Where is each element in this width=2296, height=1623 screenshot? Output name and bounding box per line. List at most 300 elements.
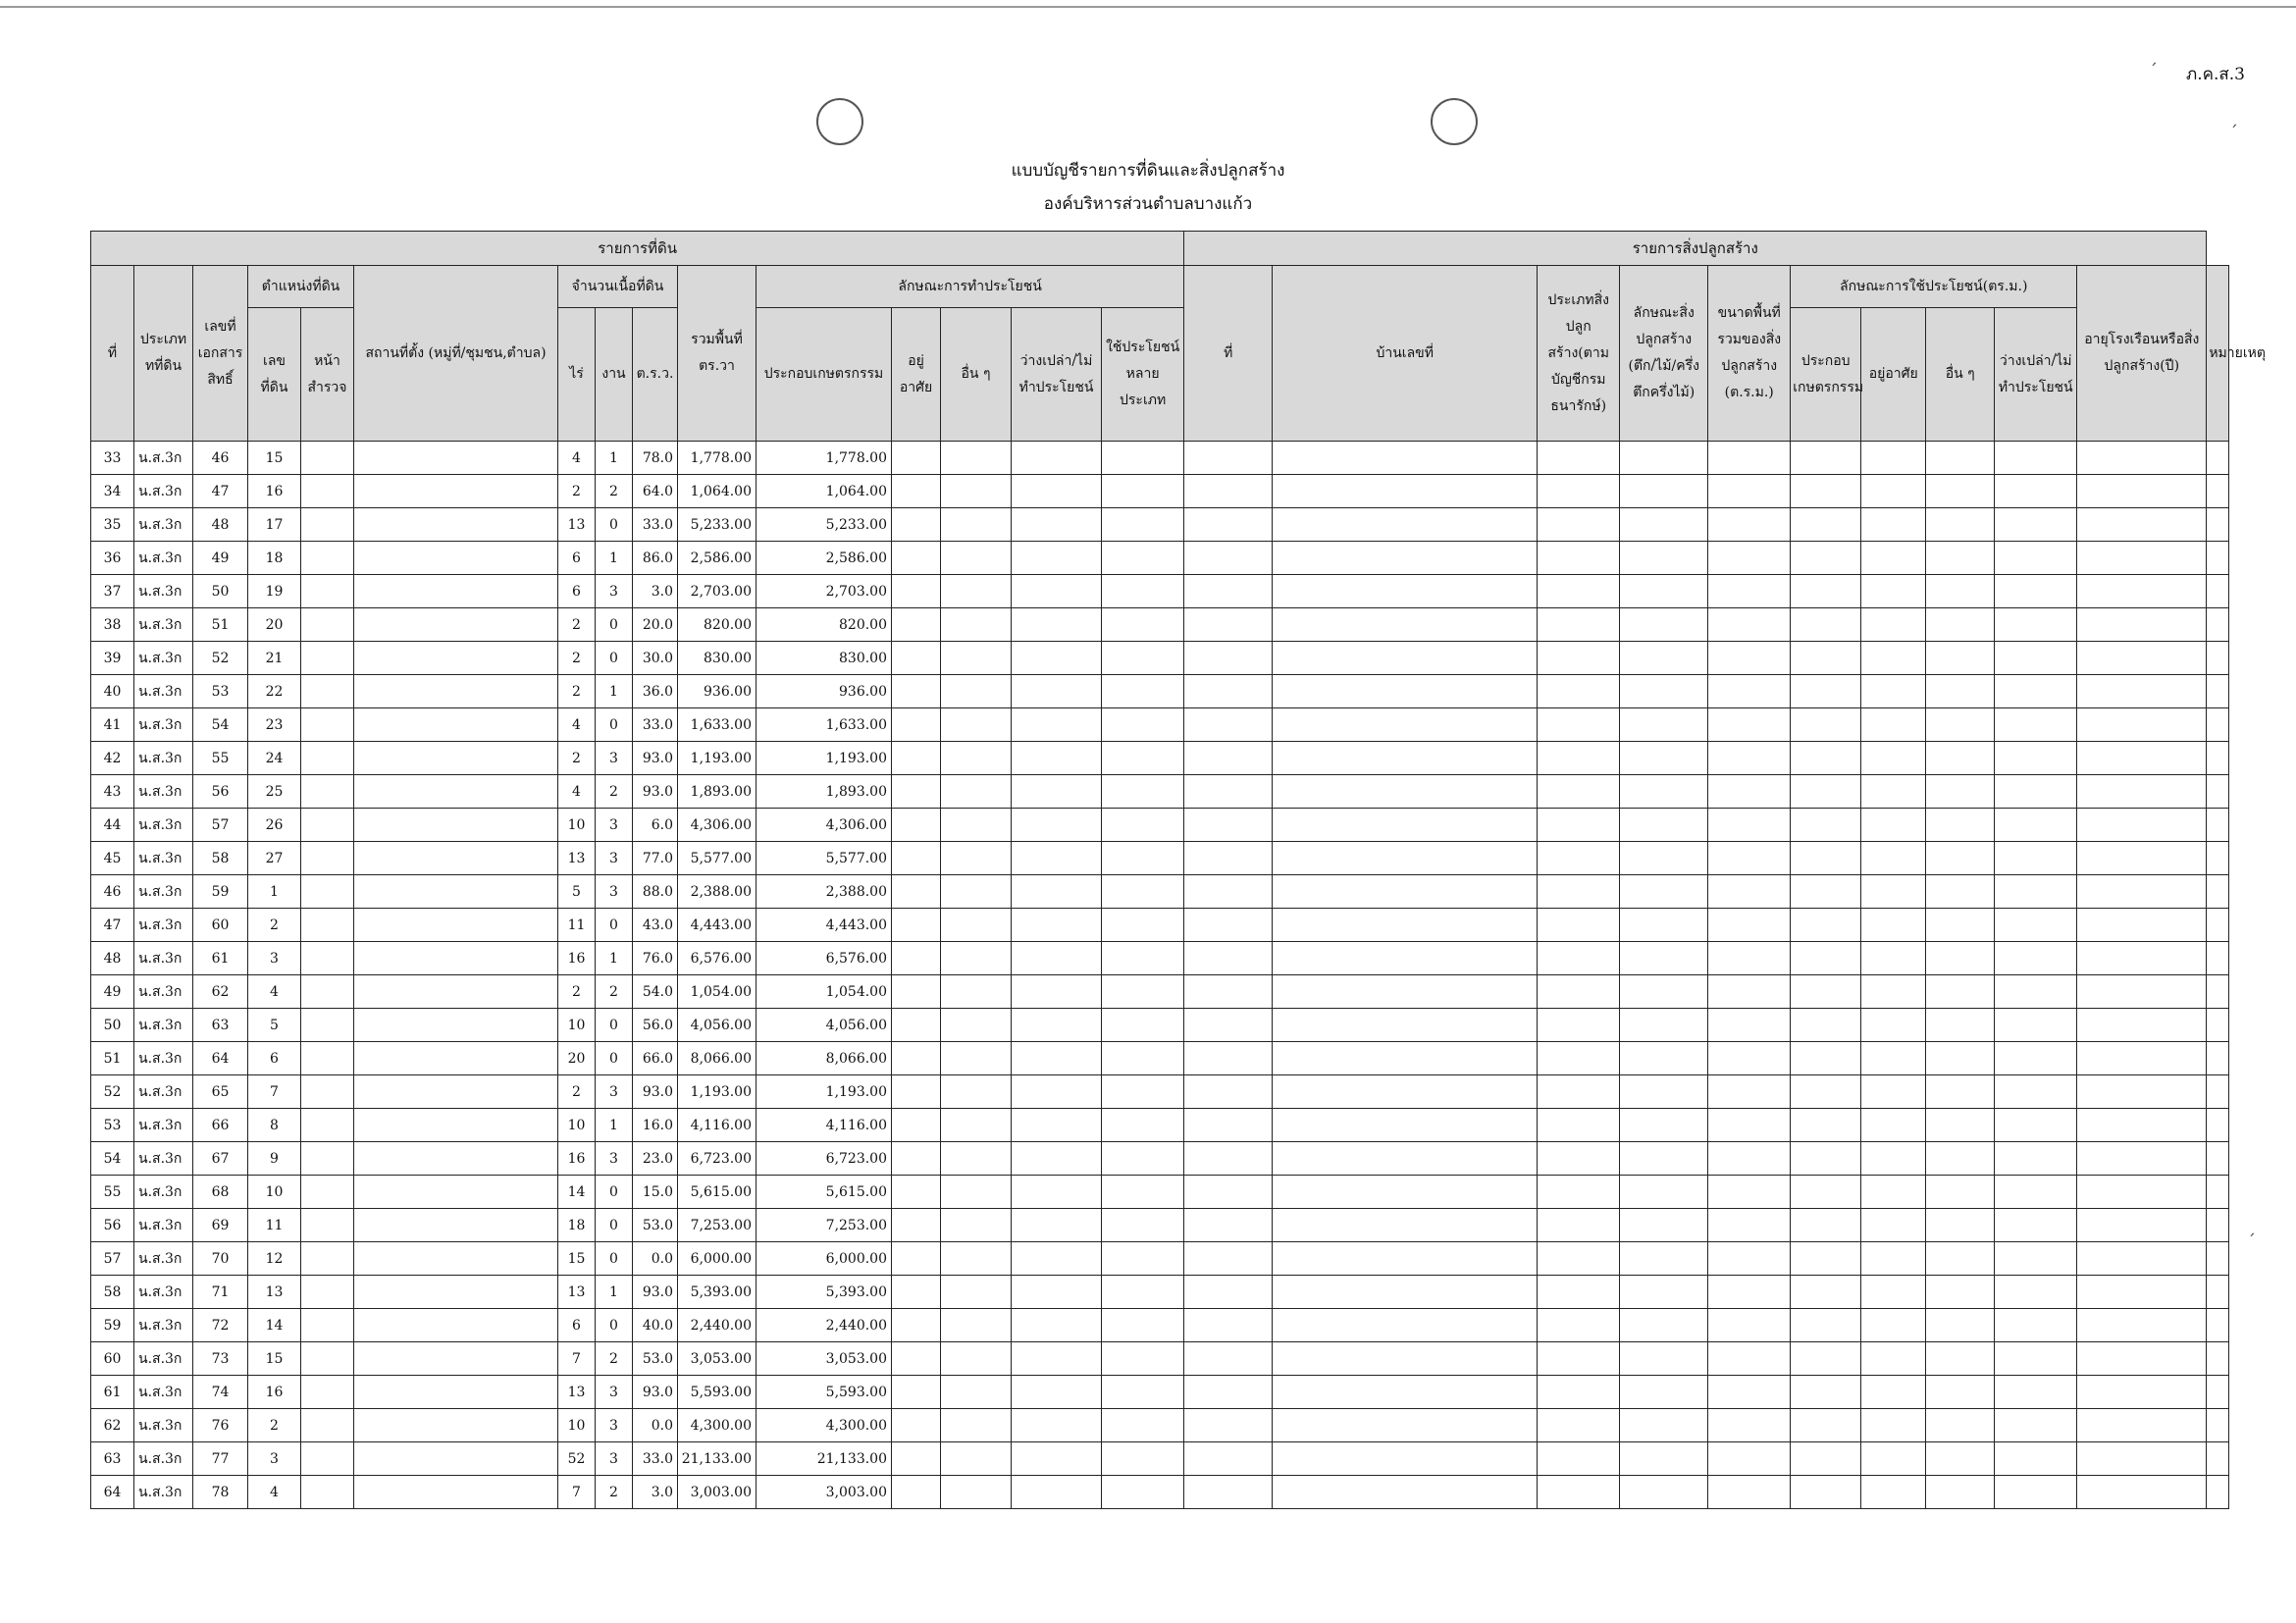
- cell-survey-page: [301, 875, 354, 909]
- cell-building-no: [1184, 1242, 1273, 1276]
- cell-building-kind: [1620, 1242, 1708, 1276]
- cell-house-no: [1273, 508, 1538, 542]
- cell-ngan: 0: [596, 708, 633, 742]
- cell-building-use-vacant: [1995, 1042, 2077, 1075]
- cell-total-area: 5,615.00: [678, 1176, 757, 1209]
- cell-building-kind: [1620, 1075, 1708, 1109]
- cell-rai: 13: [558, 1276, 596, 1309]
- cell-remark: [2207, 1009, 2229, 1042]
- cell-house-no: [1273, 642, 1538, 675]
- cell-address: [354, 642, 558, 675]
- table-row: [91, 1442, 2229, 1476]
- cell-building-use-other: [1926, 1176, 1995, 1209]
- cell-building-no: [1184, 1176, 1273, 1209]
- cell-square-wa: 77.0: [633, 842, 678, 875]
- cell-use-agri: 2,388.00: [757, 875, 892, 909]
- cell-use-multi: [1102, 1442, 1184, 1476]
- table-row: [91, 1376, 2229, 1409]
- cell-square-wa: 33.0: [633, 708, 678, 742]
- cell-land-no: 19: [248, 575, 301, 608]
- cell-use-residential: [892, 608, 941, 642]
- cell-survey-page: [301, 1042, 354, 1075]
- cell-building-use-residential: [1861, 1276, 1926, 1309]
- cell-building-use-vacant: [1995, 575, 2077, 608]
- cell-building-kind: [1620, 675, 1708, 708]
- cell-land-no: 14: [248, 1309, 301, 1342]
- cell-land-type: น.ส.3ก: [134, 1075, 193, 1109]
- cell-land-type: น.ส.3ก: [134, 1176, 193, 1209]
- cell-address: [354, 909, 558, 942]
- cell-building-type: [1538, 608, 1620, 642]
- cell-no: 42: [91, 742, 134, 775]
- cell-use-vacant: [1012, 642, 1102, 675]
- cell-total-area: 2,388.00: [678, 875, 757, 909]
- cell-building-use-other: [1926, 1242, 1995, 1276]
- cell-no: 53: [91, 1109, 134, 1142]
- cell-building-no: [1184, 1309, 1273, 1342]
- cell-use-multi: [1102, 1342, 1184, 1376]
- cell-building-use-residential: [1861, 1442, 1926, 1476]
- cell-building-age: [2077, 1442, 2207, 1476]
- cell-building-use-agri: [1791, 875, 1861, 909]
- cell-building-use-residential: [1861, 642, 1926, 675]
- table-body: [91, 442, 2229, 1509]
- table-row: [91, 1176, 2229, 1209]
- table-row: [91, 675, 2229, 708]
- cell-building-use-other: [1926, 842, 1995, 875]
- cell-ngan: 0: [596, 508, 633, 542]
- cell-address: [354, 809, 558, 842]
- cell-building-type: [1538, 1476, 1620, 1509]
- cell-building-use-residential: [1861, 1009, 1926, 1042]
- cell-square-wa: 0.0: [633, 1242, 678, 1276]
- cell-house-no: [1273, 775, 1538, 809]
- cell-rai: 7: [558, 1342, 596, 1376]
- cell-square-wa: 23.0: [633, 1142, 678, 1176]
- cell-land-no: 4: [248, 975, 301, 1009]
- cell-building-no: [1184, 842, 1273, 875]
- cell-remark: [2207, 642, 2229, 675]
- cell-building-area: [1708, 575, 1791, 608]
- cell-square-wa: 86.0: [633, 542, 678, 575]
- cell-remark: [2207, 508, 2229, 542]
- table-row: [91, 1342, 2229, 1376]
- cell-use-vacant: [1012, 1442, 1102, 1476]
- table-row: [91, 1309, 2229, 1342]
- cell-land-no: 4: [248, 1476, 301, 1509]
- cell-building-area: [1708, 942, 1791, 975]
- cell-survey-page: [301, 1309, 354, 1342]
- cell-building-no: [1184, 1042, 1273, 1075]
- cell-use-multi: [1102, 875, 1184, 909]
- cell-address: [354, 1075, 558, 1109]
- cell-no: 43: [91, 775, 134, 809]
- cell-building-use-agri: [1791, 475, 1861, 508]
- cell-square-wa: 6.0: [633, 809, 678, 842]
- cell-doc-no: 73: [193, 1342, 248, 1376]
- cell-use-other: [941, 975, 1012, 1009]
- cell-square-wa: 93.0: [633, 1276, 678, 1309]
- cell-building-area: [1708, 775, 1791, 809]
- cell-house-no: [1273, 1442, 1538, 1476]
- cell-building-use-vacant: [1995, 809, 2077, 842]
- cell-square-wa: 16.0: [633, 1109, 678, 1142]
- table-row: [91, 875, 2229, 909]
- cell-house-no: [1273, 1276, 1538, 1309]
- cell-building-no: [1184, 1342, 1273, 1376]
- cell-land-type: น.ส.3ก: [134, 809, 193, 842]
- cell-total-area: 5,233.00: [678, 508, 757, 542]
- cell-building-use-agri: [1791, 675, 1861, 708]
- col-use-multi: ใช้ประโยชน์หลายประเภท: [1102, 308, 1184, 442]
- cell-rai: 2: [558, 642, 596, 675]
- cell-building-use-agri: [1791, 1409, 1861, 1442]
- cell-square-wa: 40.0: [633, 1309, 678, 1342]
- cell-rai: 13: [558, 842, 596, 875]
- cell-building-use-agri: [1791, 809, 1861, 842]
- cell-building-age: [2077, 1409, 2207, 1442]
- cell-remark: [2207, 742, 2229, 775]
- col-doc-no: เลขที่เอกสารสิทธิ์: [193, 266, 248, 442]
- table-row: [91, 775, 2229, 809]
- cell-no: 57: [91, 1242, 134, 1276]
- cell-building-use-residential: [1861, 1309, 1926, 1342]
- cell-building-age: [2077, 1276, 2207, 1309]
- cell-land-no: 13: [248, 1276, 301, 1309]
- cell-remark: [2207, 608, 2229, 642]
- cell-building-age: [2077, 775, 2207, 809]
- cell-survey-page: [301, 1376, 354, 1409]
- cell-building-use-other: [1926, 1042, 1995, 1075]
- cell-building-no: [1184, 1276, 1273, 1309]
- cell-ngan: 3: [596, 842, 633, 875]
- cell-square-wa: 93.0: [633, 742, 678, 775]
- cell-building-kind: [1620, 1309, 1708, 1342]
- cell-use-agri: 4,443.00: [757, 909, 892, 942]
- cell-square-wa: 56.0: [633, 1009, 678, 1042]
- cell-land-type: น.ส.3ก: [134, 1009, 193, 1042]
- cell-no: 36: [91, 542, 134, 575]
- cell-building-area: [1708, 608, 1791, 642]
- cell-use-agri: 1,193.00: [757, 742, 892, 775]
- cell-building-age: [2077, 842, 2207, 875]
- cell-use-residential: [892, 1209, 941, 1242]
- cell-survey-page: [301, 742, 354, 775]
- cell-total-area: 1,064.00: [678, 475, 757, 508]
- cell-use-agri: 1,778.00: [757, 442, 892, 475]
- cell-building-use-residential: [1861, 1376, 1926, 1409]
- cell-land-no: 2: [248, 1409, 301, 1442]
- col-remark: หมายเหตุ: [2207, 266, 2229, 442]
- cell-no: 54: [91, 1142, 134, 1176]
- cell-remark: [2207, 775, 2229, 809]
- cell-building-no: [1184, 475, 1273, 508]
- cell-use-agri: 1,054.00: [757, 975, 892, 1009]
- cell-use-other: [941, 742, 1012, 775]
- cell-ngan: 0: [596, 1042, 633, 1075]
- cell-building-age: [2077, 1009, 2207, 1042]
- cell-no: 33: [91, 442, 134, 475]
- cell-building-age: [2077, 909, 2207, 942]
- cell-total-area: 820.00: [678, 608, 757, 642]
- cell-building-no: [1184, 708, 1273, 742]
- cell-address: [354, 608, 558, 642]
- col-location-group: ตำแหน่งที่ดิน: [248, 266, 354, 308]
- cell-address: [354, 1242, 558, 1276]
- cell-building-area: [1708, 1309, 1791, 1342]
- cell-ngan: 1: [596, 942, 633, 975]
- cell-building-use-vacant: [1995, 1376, 2077, 1409]
- cell-building-use-vacant: [1995, 708, 2077, 742]
- col-building-no: ที่: [1184, 266, 1273, 442]
- cell-building-use-residential: [1861, 909, 1926, 942]
- cell-building-use-other: [1926, 1075, 1995, 1109]
- cell-ngan: 1: [596, 442, 633, 475]
- cell-building-type: [1538, 1242, 1620, 1276]
- cell-rai: 2: [558, 975, 596, 1009]
- cell-use-agri: 5,593.00: [757, 1376, 892, 1409]
- cell-address: [354, 1109, 558, 1142]
- cell-building-use-agri: [1791, 1309, 1861, 1342]
- cell-use-multi: [1102, 1209, 1184, 1242]
- cell-square-wa: 33.0: [633, 508, 678, 542]
- cell-house-no: [1273, 1342, 1538, 1376]
- cell-ngan: 3: [596, 1442, 633, 1476]
- cell-land-type: น.ส.3ก: [134, 1442, 193, 1476]
- table-row: [91, 1276, 2229, 1309]
- cell-use-multi: [1102, 842, 1184, 875]
- cell-remark: [2207, 1476, 2229, 1509]
- cell-rai: 52: [558, 1442, 596, 1476]
- cell-remark: [2207, 875, 2229, 909]
- cell-use-multi: [1102, 475, 1184, 508]
- cell-no: 44: [91, 809, 134, 842]
- cell-total-area: 5,393.00: [678, 1276, 757, 1309]
- cell-total-area: 1,633.00: [678, 708, 757, 742]
- cell-use-agri: 2,586.00: [757, 542, 892, 575]
- cell-use-other: [941, 642, 1012, 675]
- cell-building-use-residential: [1861, 608, 1926, 642]
- cell-house-no: [1273, 1376, 1538, 1409]
- cell-land-no: 1: [248, 875, 301, 909]
- cell-building-area: [1708, 708, 1791, 742]
- cell-use-residential: [892, 975, 941, 1009]
- cell-ngan: 3: [596, 1409, 633, 1442]
- cell-building-use-other: [1926, 508, 1995, 542]
- cell-doc-no: 58: [193, 842, 248, 875]
- cell-building-type: [1538, 1376, 1620, 1409]
- cell-no: 63: [91, 1442, 134, 1476]
- cell-no: 47: [91, 909, 134, 942]
- cell-use-agri: 6,723.00: [757, 1142, 892, 1176]
- cell-total-area: 1,778.00: [678, 442, 757, 475]
- cell-use-multi: [1102, 909, 1184, 942]
- cell-building-use-other: [1926, 708, 1995, 742]
- cell-rai: 10: [558, 1009, 596, 1042]
- cell-building-no: [1184, 1142, 1273, 1176]
- cell-survey-page: [301, 1442, 354, 1476]
- cell-address: [354, 1376, 558, 1409]
- table-row: [91, 975, 2229, 1009]
- cell-address: [354, 1276, 558, 1309]
- cell-building-use-other: [1926, 1476, 1995, 1509]
- cell-square-wa: 88.0: [633, 875, 678, 909]
- cell-land-no: 10: [248, 1176, 301, 1209]
- cell-building-area: [1708, 1242, 1791, 1276]
- cell-building-use-vacant: [1995, 508, 2077, 542]
- cell-use-multi: [1102, 942, 1184, 975]
- table-row: [91, 642, 2229, 675]
- cell-land-no: 11: [248, 1209, 301, 1242]
- cell-land-type: น.ส.3ก: [134, 642, 193, 675]
- table-row: [91, 542, 2229, 575]
- table-row: [91, 608, 2229, 642]
- cell-use-vacant: [1012, 1409, 1102, 1442]
- cell-building-use-vacant: [1995, 642, 2077, 675]
- cell-square-wa: 64.0: [633, 475, 678, 508]
- cell-use-other: [941, 1342, 1012, 1376]
- cell-use-residential: [892, 1376, 941, 1409]
- cell-use-multi: [1102, 1075, 1184, 1109]
- cell-remark: [2207, 842, 2229, 875]
- cell-house-no: [1273, 1242, 1538, 1276]
- cell-land-no: 27: [248, 842, 301, 875]
- cell-no: 56: [91, 1209, 134, 1242]
- cell-use-residential: [892, 842, 941, 875]
- cell-no: 45: [91, 842, 134, 875]
- cell-doc-no: 56: [193, 775, 248, 809]
- cell-doc-no: 76: [193, 1409, 248, 1442]
- cell-ngan: 0: [596, 608, 633, 642]
- cell-building-use-agri: [1791, 542, 1861, 575]
- cell-building-age: [2077, 1242, 2207, 1276]
- cell-remark: [2207, 1042, 2229, 1075]
- cell-total-area: 5,593.00: [678, 1376, 757, 1409]
- cell-land-type: น.ส.3ก: [134, 842, 193, 875]
- cell-building-kind: [1620, 842, 1708, 875]
- cell-building-type: [1538, 1309, 1620, 1342]
- cell-doc-no: 78: [193, 1476, 248, 1509]
- cell-survey-page: [301, 1109, 354, 1142]
- cell-building-no: [1184, 875, 1273, 909]
- cell-use-agri: 7,253.00: [757, 1209, 892, 1242]
- cell-doc-no: 49: [193, 542, 248, 575]
- cell-use-vacant: [1012, 475, 1102, 508]
- cell-land-no: 2: [248, 909, 301, 942]
- cell-doc-no: 55: [193, 742, 248, 775]
- scan-speck-mark: ´: [2229, 123, 2238, 143]
- cell-square-wa: 53.0: [633, 1342, 678, 1376]
- cell-house-no: [1273, 1075, 1538, 1109]
- cell-building-kind: [1620, 875, 1708, 909]
- cell-total-area: 1,054.00: [678, 975, 757, 1009]
- cell-building-no: [1184, 442, 1273, 475]
- cell-building-type: [1538, 1276, 1620, 1309]
- cell-no: 51: [91, 1042, 134, 1075]
- cell-use-other: [941, 1142, 1012, 1176]
- cell-no: 61: [91, 1376, 134, 1409]
- cell-ngan: 0: [596, 1242, 633, 1276]
- cell-doc-no: 72: [193, 1309, 248, 1342]
- cell-building-age: [2077, 508, 2207, 542]
- cell-building-use-residential: [1861, 742, 1926, 775]
- cell-total-area: 1,893.00: [678, 775, 757, 809]
- cell-building-use-agri: [1791, 1376, 1861, 1409]
- cell-use-agri: 6,576.00: [757, 942, 892, 975]
- cell-building-kind: [1620, 1109, 1708, 1142]
- cell-address: [354, 1342, 558, 1376]
- cell-building-no: [1184, 809, 1273, 842]
- cell-building-kind: [1620, 1142, 1708, 1176]
- cell-use-residential: [892, 642, 941, 675]
- cell-use-other: [941, 1309, 1012, 1342]
- col-building-use-group: ลักษณะการใช้ประโยชน์(ตร.ม.): [1791, 266, 2077, 308]
- cell-building-use-other: [1926, 975, 1995, 1009]
- cell-building-area: [1708, 1109, 1791, 1142]
- col-use-other: อื่น ๆ: [941, 308, 1012, 442]
- cell-ngan: 2: [596, 775, 633, 809]
- cell-building-kind: [1620, 942, 1708, 975]
- cell-survey-page: [301, 442, 354, 475]
- cell-building-kind: [1620, 1276, 1708, 1309]
- cell-doc-no: 71: [193, 1276, 248, 1309]
- cell-address: [354, 975, 558, 1009]
- cell-use-other: [941, 842, 1012, 875]
- cell-building-use-residential: [1861, 675, 1926, 708]
- cell-building-age: [2077, 1176, 2207, 1209]
- cell-building-use-other: [1926, 742, 1995, 775]
- cell-building-use-residential: [1861, 575, 1926, 608]
- cell-house-no: [1273, 575, 1538, 608]
- cell-use-other: [941, 1075, 1012, 1109]
- cell-address: [354, 542, 558, 575]
- col-survey-page: หน้าสำรวจ: [301, 308, 354, 442]
- cell-use-other: [941, 1376, 1012, 1409]
- punch-hole-left: [816, 98, 863, 145]
- cell-address: [354, 1176, 558, 1209]
- cell-building-area: [1708, 842, 1791, 875]
- cell-land-type: น.ส.3ก: [134, 1209, 193, 1242]
- cell-use-residential: [892, 475, 941, 508]
- cell-building-use-agri: [1791, 708, 1861, 742]
- cell-use-agri: 3,053.00: [757, 1342, 892, 1376]
- cell-rai: 10: [558, 1409, 596, 1442]
- cell-building-use-agri: [1791, 975, 1861, 1009]
- cell-remark: [2207, 675, 2229, 708]
- cell-building-no: [1184, 642, 1273, 675]
- cell-building-use-residential: [1861, 442, 1926, 475]
- cell-use-other: [941, 1442, 1012, 1476]
- cell-building-use-vacant: [1995, 1442, 2077, 1476]
- cell-building-use-agri: [1791, 1442, 1861, 1476]
- table-row: [91, 575, 2229, 608]
- cell-land-no: 23: [248, 708, 301, 742]
- cell-building-use-residential: [1861, 708, 1926, 742]
- cell-use-multi: [1102, 1176, 1184, 1209]
- cell-building-use-agri: [1791, 909, 1861, 942]
- col-land-type: ประเภททที่ดิน: [134, 266, 193, 442]
- col-building-area: ขนาดพื้นที่รวมของสิ่งปลูกสร้าง (ต.ร.ม.): [1708, 266, 1791, 442]
- cell-land-type: น.ส.3ก: [134, 1276, 193, 1309]
- cell-remark: [2207, 1142, 2229, 1176]
- cell-building-kind: [1620, 708, 1708, 742]
- cell-building-use-vacant: [1995, 542, 2077, 575]
- cell-total-area: 4,056.00: [678, 1009, 757, 1042]
- cell-rai: 14: [558, 1176, 596, 1209]
- cell-building-type: [1538, 842, 1620, 875]
- cell-use-multi: [1102, 1276, 1184, 1309]
- cell-building-area: [1708, 909, 1791, 942]
